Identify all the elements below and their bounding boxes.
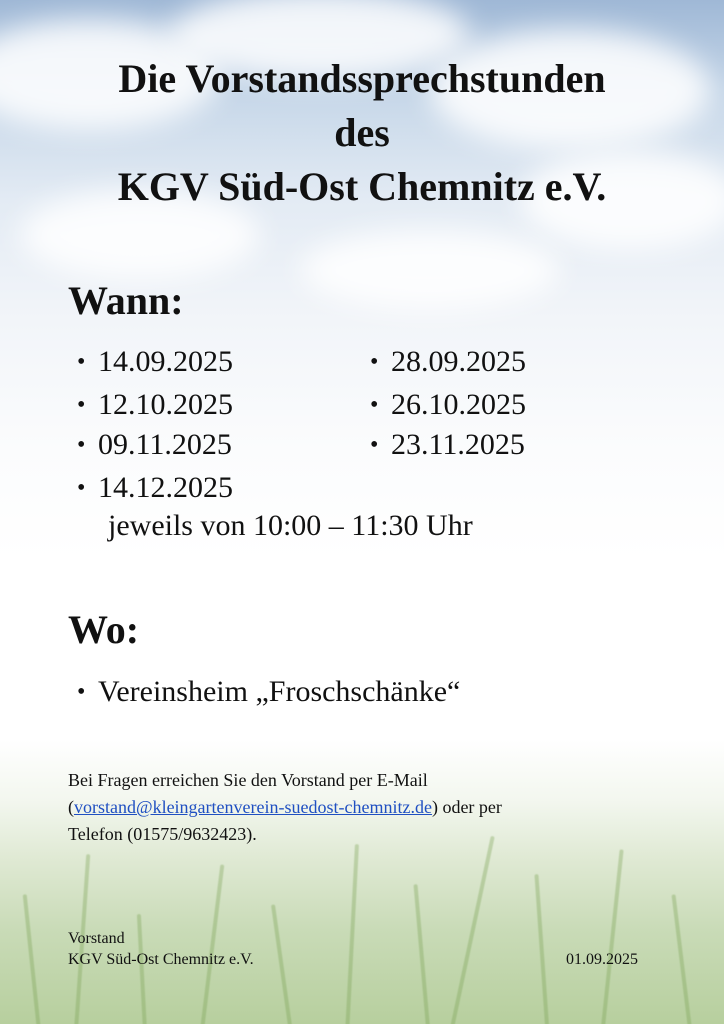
date-item [370, 387, 526, 423]
grass-decoration [413, 884, 430, 1024]
date-item [77, 387, 233, 423]
contact-line-3: Telefon (01575/9632423). [68, 824, 257, 844]
grass-decoration [345, 844, 359, 1024]
bullet-icon: • [77, 432, 86, 458]
grass-decoration [23, 894, 42, 1024]
footer-date: 01.09.2025 [566, 951, 638, 968]
contact-line-1: Bei Fragen erreichen Sie den Vorstand per E-Mail [68, 770, 428, 790]
place-item [77, 674, 460, 710]
page-title [0, 52, 724, 214]
grass-decoration [271, 904, 293, 1024]
place-text: Vereinsheim „Froschschänke“ [98, 675, 461, 708]
date-text: 09.11.2025 [98, 428, 232, 461]
time-note: jeweils von 10:00 – 11:30 Uhr [108, 509, 473, 542]
open-paren: ( [68, 797, 74, 817]
bullet-icon: • [77, 349, 86, 375]
grass-decoration [534, 874, 549, 1024]
footer-line-1: Vorstand [68, 930, 125, 947]
grass-decoration [449, 836, 494, 1024]
grass-decoration [671, 894, 692, 1024]
bullet-icon: • [370, 432, 379, 458]
grass-decoration [600, 849, 623, 1024]
date-item [370, 427, 525, 463]
bullet-icon: • [370, 392, 379, 418]
bullet-icon: • [77, 475, 86, 501]
date-item [77, 427, 232, 463]
date-text: 14.12.2025 [98, 471, 233, 504]
date-item [370, 344, 526, 380]
date-text: 26.10.2025 [391, 388, 526, 421]
title-line-2: des [334, 110, 390, 155]
title-line-3: KGV Süd-Ost Chemnitz e.V. [117, 164, 607, 209]
date-item [77, 344, 233, 380]
date-text: 14.09.2025 [98, 345, 233, 378]
bullet-icon: • [77, 679, 86, 705]
date-text: 28.09.2025 [391, 345, 526, 378]
contact-line-2 [68, 794, 668, 821]
title-line-1: Die Vorstandssprechstunden [118, 56, 606, 101]
date-text: 12.10.2025 [98, 388, 233, 421]
contact-paragraph [68, 767, 668, 848]
footer-line-2: KGV Süd-Ost Chemnitz e.V. [68, 951, 254, 968]
date-text: 23.11.2025 [391, 428, 525, 461]
bullet-icon: • [370, 349, 379, 375]
date-item [77, 470, 233, 506]
cloud-decoration [300, 230, 560, 310]
bullet-icon: • [77, 392, 86, 418]
footer-signature [68, 928, 254, 970]
after-email-text: ) oder per [431, 797, 502, 817]
email-link[interactable]: vorstand@kleingartenverein-suedost-chemnitz.de [74, 797, 432, 817]
when-heading: Wann: [68, 278, 184, 323]
where-heading: Wo: [68, 607, 140, 652]
